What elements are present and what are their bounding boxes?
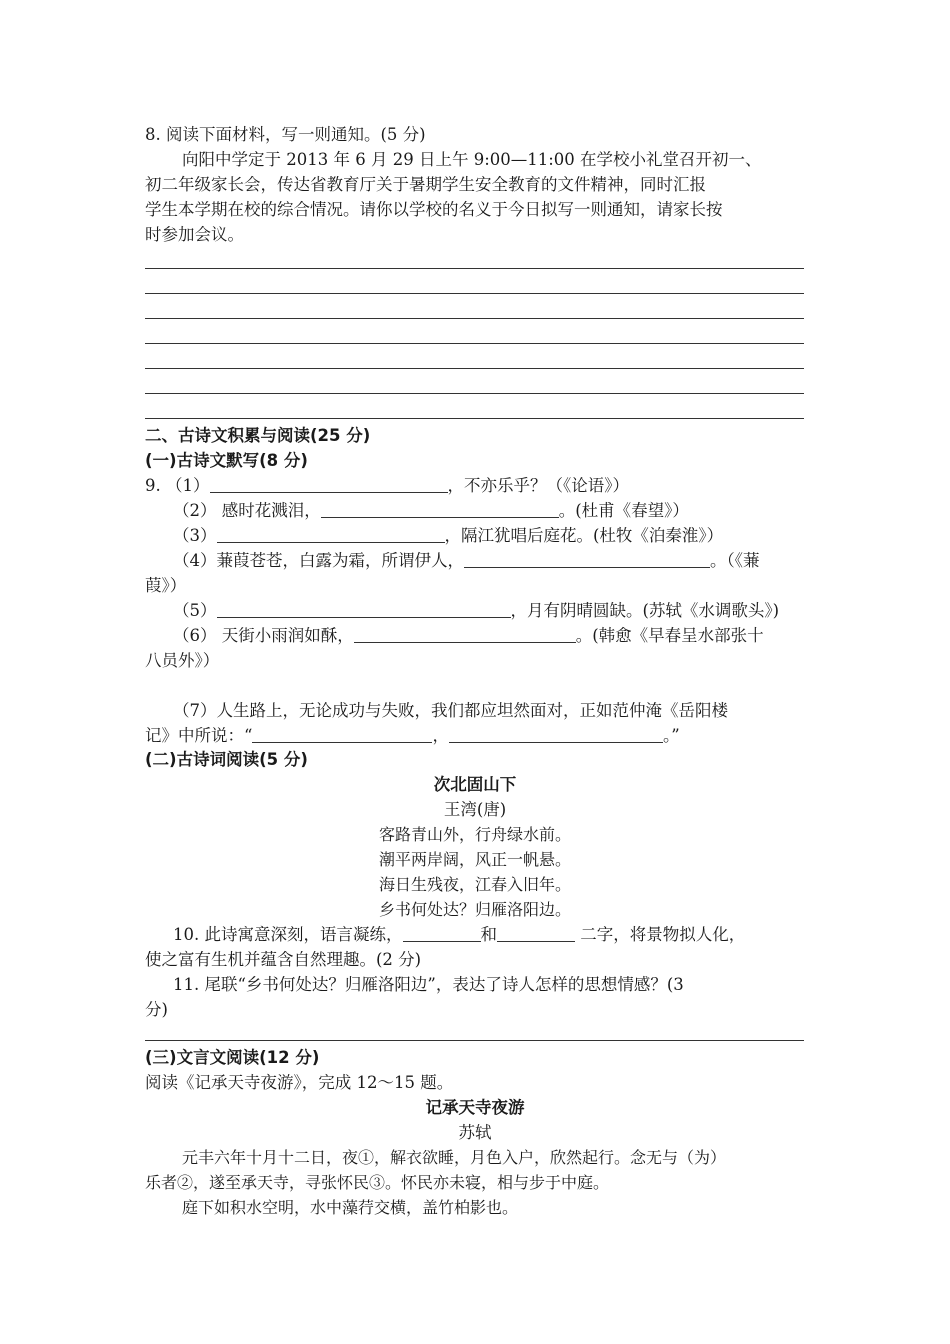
fill-blank[interactable] bbox=[354, 625, 576, 643]
answer-line[interactable] bbox=[145, 418, 804, 419]
q9-item-6-cont: 八员外》） bbox=[145, 651, 220, 670]
fill-blank[interactable] bbox=[464, 550, 710, 568]
poem-line: 海日生残夜，江春入旧年。 bbox=[378, 875, 571, 894]
q10-line-1 bbox=[173, 923, 745, 947]
answer-line[interactable] bbox=[145, 343, 804, 344]
q8-line-3: 学生本学期在校的综合情况。请你以学校的名义于今日拟写一则通知，请家长按 bbox=[145, 200, 723, 219]
q9-item-7-prefix: 记》中所说：“ bbox=[145, 726, 253, 745]
fill-blank[interactable] bbox=[252, 725, 432, 743]
essay-author: 苏轼 bbox=[458, 1123, 492, 1142]
q8-title: 8. 阅读下面材料，写一则通知。(5 分) bbox=[145, 125, 426, 144]
q9-item-2 bbox=[173, 499, 689, 523]
essay-line-2: 乐者②，遂至承天寺，寻张怀民③。怀民亦未寝，相与步于中庭。 bbox=[145, 1173, 610, 1192]
q9-item-6-prefix: （6） 天街小雨润如酥， bbox=[173, 626, 354, 645]
answer-line[interactable] bbox=[145, 1040, 804, 1041]
fill-blank[interactable] bbox=[497, 924, 575, 942]
answer-line[interactable] bbox=[145, 293, 804, 294]
fill-blank[interactable] bbox=[449, 725, 663, 743]
essay-title: 记承天寺夜游 bbox=[425, 1098, 525, 1117]
answer-line[interactable] bbox=[145, 318, 804, 319]
q9-item-5-suffix: ，月有阴晴圆缺。(苏轼《水调歌头》) bbox=[510, 601, 780, 620]
q9-item-2-suffix: 。(杜甫《春望》） bbox=[558, 501, 689, 520]
fill-blank[interactable] bbox=[210, 475, 448, 493]
poem-line: 潮平两岸阔，风正一帆悬。 bbox=[378, 850, 571, 869]
q10-and: 和 bbox=[480, 925, 497, 944]
q9-item-2-prefix: （2） 感时花溅泪， bbox=[173, 501, 321, 520]
q9-item-3-suffix: ，隔江犹唱后庭花。(杜牧《泊秦淮》） bbox=[444, 526, 724, 545]
q9-item-5 bbox=[173, 599, 779, 623]
q9-item-7-line-2 bbox=[145, 724, 680, 748]
q8-line-4: 时参加会议。 bbox=[145, 225, 244, 244]
q9-item-4-cont: 葭》） bbox=[145, 576, 187, 595]
q10-suffix: 二字，将景物拟人化， bbox=[575, 925, 746, 944]
fill-blank[interactable] bbox=[403, 924, 481, 942]
q10-prefix: 10. 此诗寓意深刻，语言凝练， bbox=[173, 925, 403, 944]
essay-line-3: 庭下如积水空明，水中藻荇交横，盖竹柏影也。 bbox=[182, 1198, 519, 1217]
fill-blank[interactable] bbox=[321, 500, 559, 518]
q10-line-2: 使之富有生机并蕴含自然理趣。(2 分) bbox=[145, 950, 422, 969]
q9-item-3-prefix: （3） bbox=[173, 526, 217, 545]
part-1-title: (一)古诗文默写(8 分) bbox=[145, 451, 308, 470]
fill-blank[interactable] bbox=[217, 525, 445, 543]
part-3-title: (三)文言文阅读(12 分) bbox=[145, 1048, 320, 1067]
q9-item-5-prefix: （5） bbox=[173, 601, 217, 620]
q9-item-4-suffix: 。（《蒹 bbox=[710, 551, 760, 570]
q11-line-2: 分) bbox=[145, 1000, 168, 1019]
q9-item-7-line-1: （7）人生路上，无论成功与失败，我们都应坦然面对，正如范仲淹《岳阳楼 bbox=[173, 701, 728, 720]
q9-item-1 bbox=[145, 474, 629, 498]
q9-item-6-suffix: 。(韩愈《早春呈水部张十 bbox=[575, 626, 764, 645]
q9-item-1-suffix: ，不亦乐乎？（《论语》） bbox=[447, 476, 629, 495]
q9-item-1-prefix: 9. （1） bbox=[145, 476, 210, 495]
poem-author: 王湾(唐) bbox=[443, 800, 507, 819]
part-2-title: (二)古诗词阅读(5 分) bbox=[145, 750, 308, 769]
poem-line: 乡书何处达？归雁洛阳边。 bbox=[378, 900, 571, 919]
essay-line-1: 元丰六年十月十二日，夜①，解衣欲睡，月色入户，欣然起行。念无与（为） bbox=[182, 1148, 727, 1167]
q8-line-2: 初二年级家长会，传达省教育厅关于暑期学生安全教育的文件精神，同时汇报 bbox=[145, 175, 706, 194]
section-2-title: 二、古诗文积累与阅读(25 分) bbox=[145, 426, 371, 445]
q9-item-6 bbox=[173, 624, 764, 648]
q9-item-3 bbox=[173, 524, 723, 548]
fill-blank[interactable] bbox=[217, 600, 511, 618]
poem-line: 客路青山外，行舟绿水前。 bbox=[378, 825, 571, 844]
q8-line-1: 向阳中学定于 2013 年 6 月 29 日上午 9:00—11:00 在学校小礼堂召开初一、 bbox=[182, 150, 762, 169]
q11-line-1: 11. 尾联“乡书何处达？归雁洛阳边”，表达了诗人怎样的思想情感？(3 bbox=[173, 975, 684, 994]
q9-item-4 bbox=[173, 549, 760, 573]
part-3-intro: 阅读《记承天寺夜游》，完成 12～15 题。 bbox=[145, 1073, 454, 1092]
q9-item-7-comma: ， bbox=[432, 726, 449, 745]
q9-item-7-suffix: 。” bbox=[662, 726, 680, 745]
q9-item-4-prefix: （4）蒹葭苍苍，白露为霜，所谓伊人， bbox=[173, 551, 464, 570]
answer-line[interactable] bbox=[145, 368, 804, 369]
poem-title: 次北固山下 bbox=[433, 775, 517, 794]
answer-line[interactable] bbox=[145, 268, 804, 269]
answer-line[interactable] bbox=[145, 393, 804, 394]
